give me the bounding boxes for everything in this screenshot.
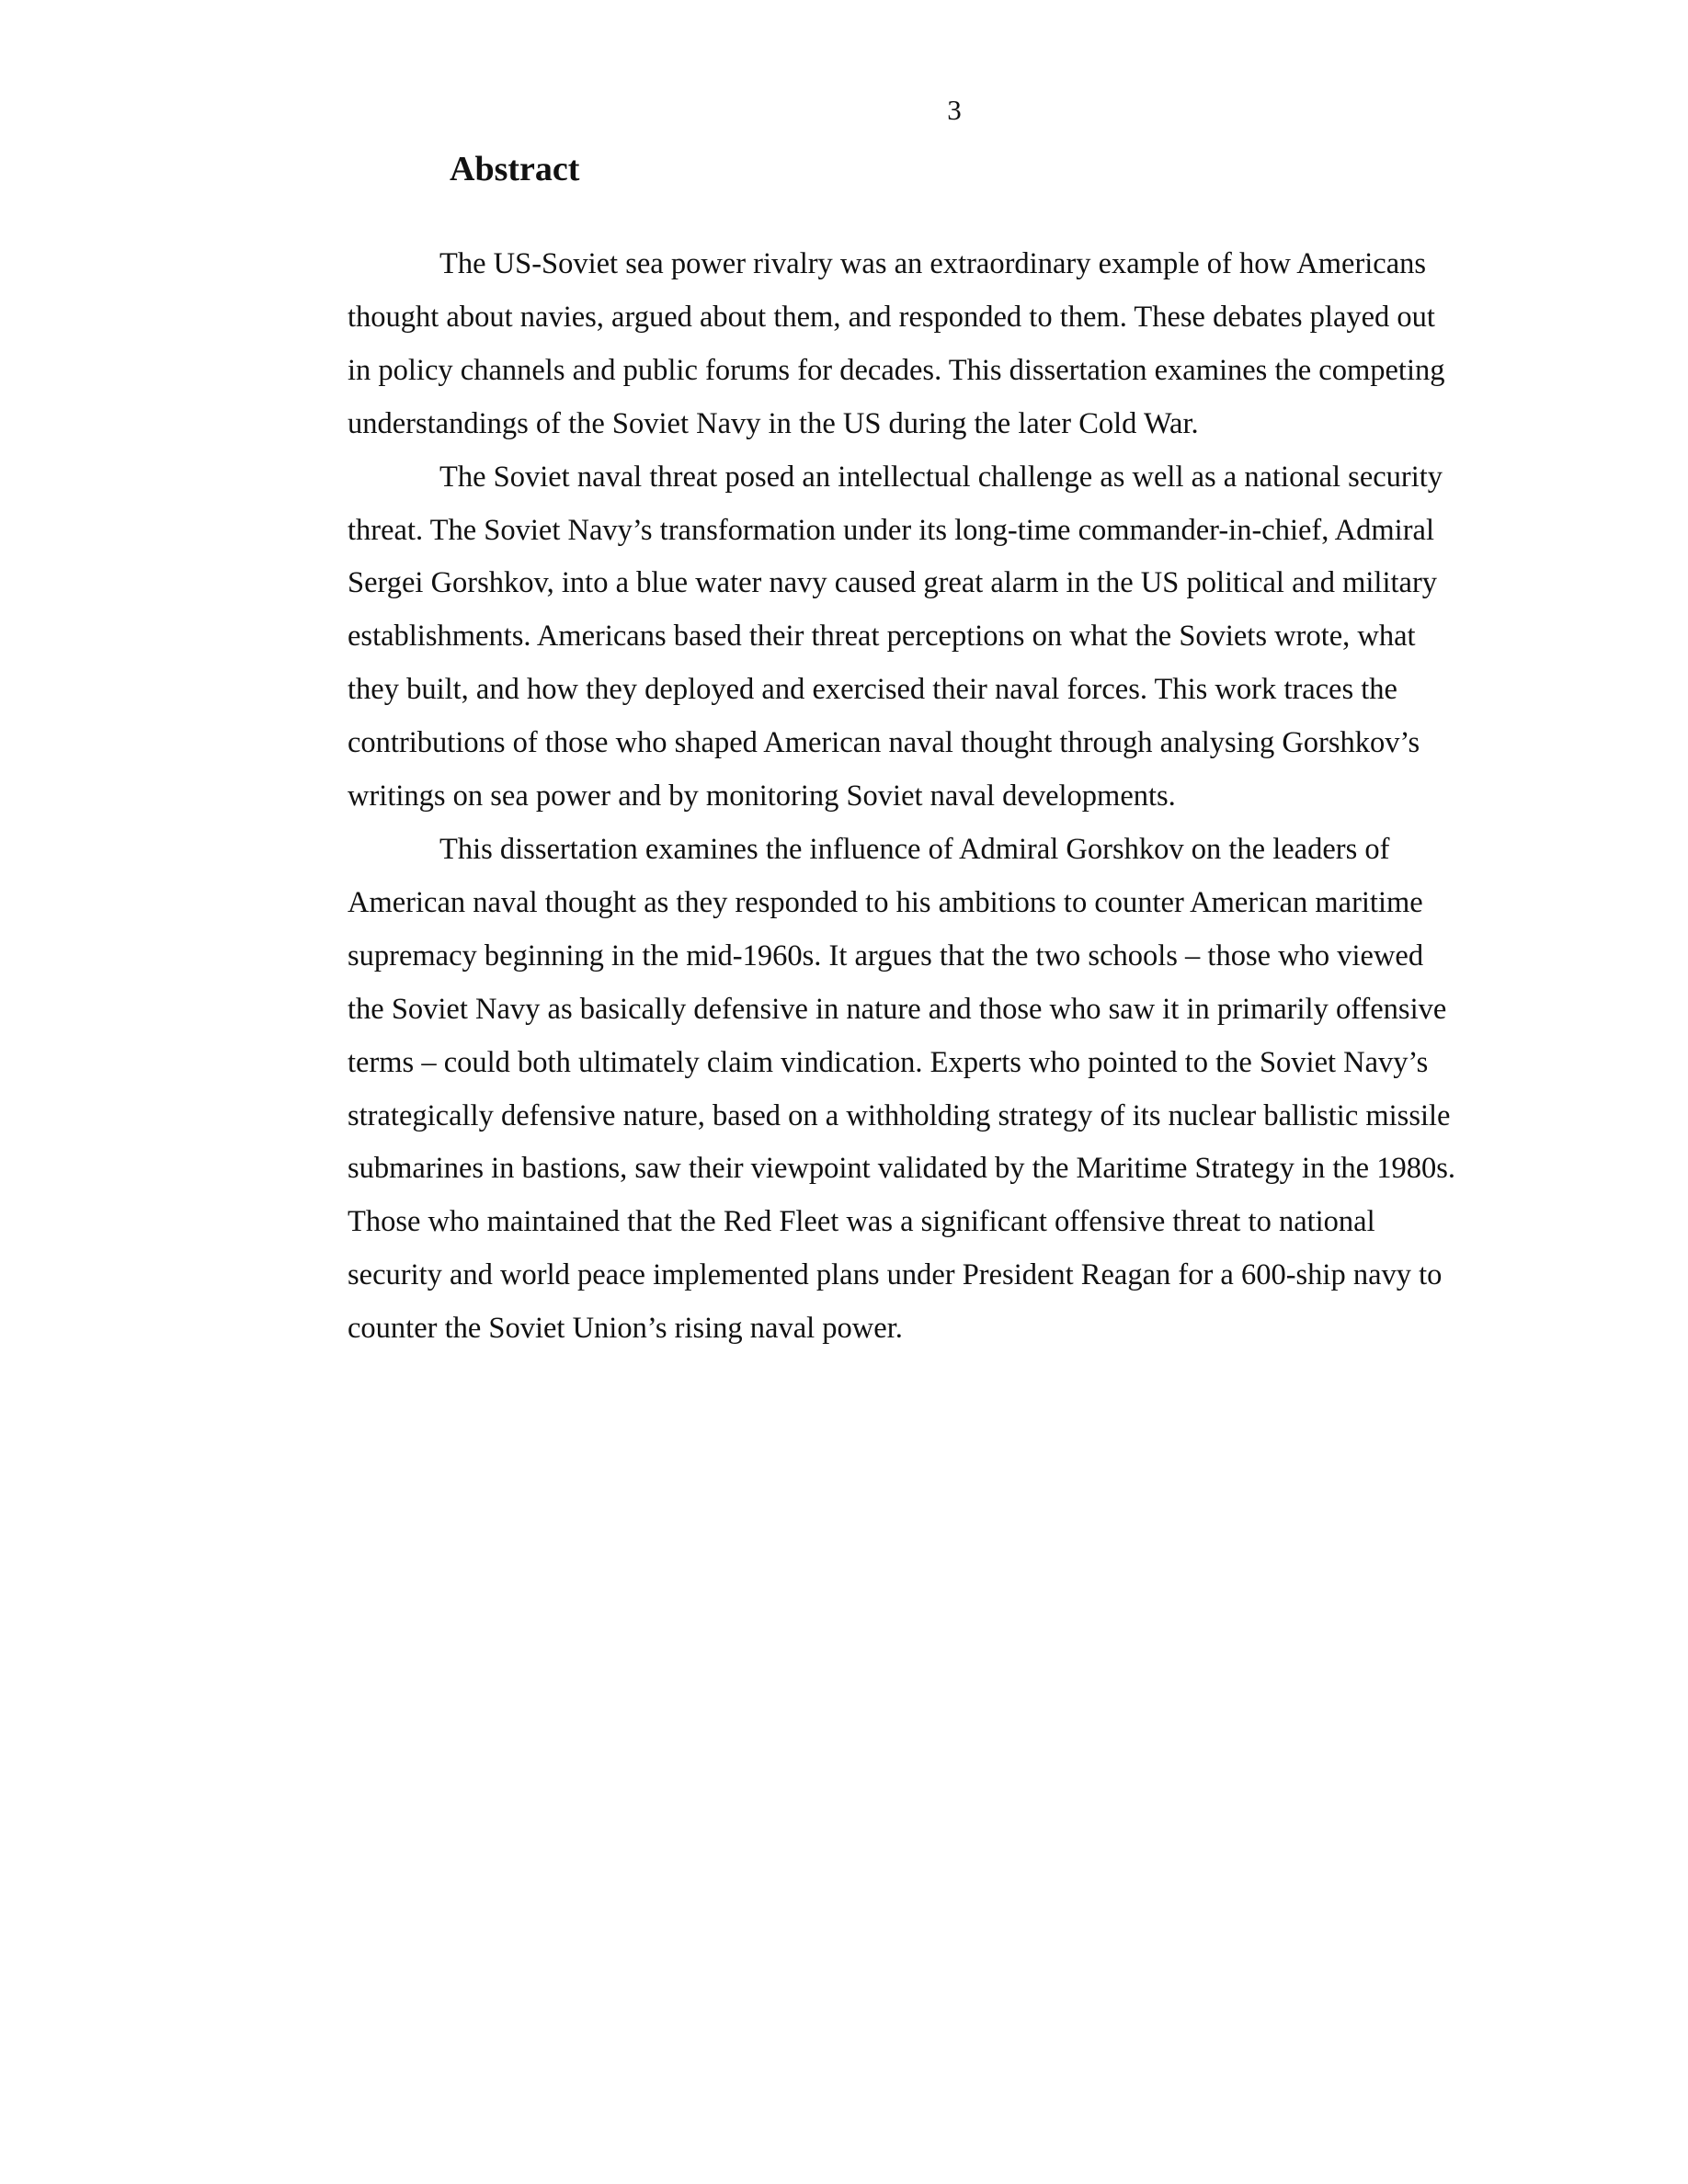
- abstract-paragraph-3: This dissertation examines the influence of Admiral Gorshkov on the leaders of American naval thought as they responded to his ambitions to counter American maritime supremacy beginning in the mid-1960s. It argues that the two schools – those who viewed the Soviet Navy as basically defensive in nature and those who saw it in primarily offensive terms – could both ultimately claim vindication. Experts who pointed to the Soviet Navy’s strategically defensive nature, based on a withholding strategy of its nuclear ballistic missile submarines in bastions, saw their viewpoint validated by the Maritime Strategy in the 1980s. Those who maintained that the Red Fleet was a significant offensive threat to national security and world peace implemented plans under President Reagan for a 600-ship navy to counter the Soviet Union’s rising naval power.: [348, 832, 1455, 1346]
- page-number: 3: [947, 94, 962, 126]
- abstract-body: [348, 238, 1462, 1356]
- abstract-paragraph-1: The US-Soviet sea power rivalry was an extraordinary example of how Americans thought about navies, argued about them, and responded to them. These debates played out in policy channels and public forums for decades. This dissertation examines the competing understandings of the Soviet Navy in the US during the later Cold War.: [348, 247, 1445, 440]
- abstract-paragraph-2: The Soviet naval threat posed an intellectual challenge as well as a national security threat. The Soviet Navy’s transformation under its long-time commander-in-chief, Admiral Sergei Gorshkov, into a blue water navy caused great alarm in the US political and military establishments. Americans based their threat perceptions on what the Soviets wrote, what they built, and how they deployed and exercised their naval forces. This work traces the contributions of those who shaped American naval thought through analysing Gorshkov’s writings on sea power and by monitoring Soviet naval developments.: [348, 460, 1443, 813]
- abstract-heading: Abstract: [450, 150, 580, 188]
